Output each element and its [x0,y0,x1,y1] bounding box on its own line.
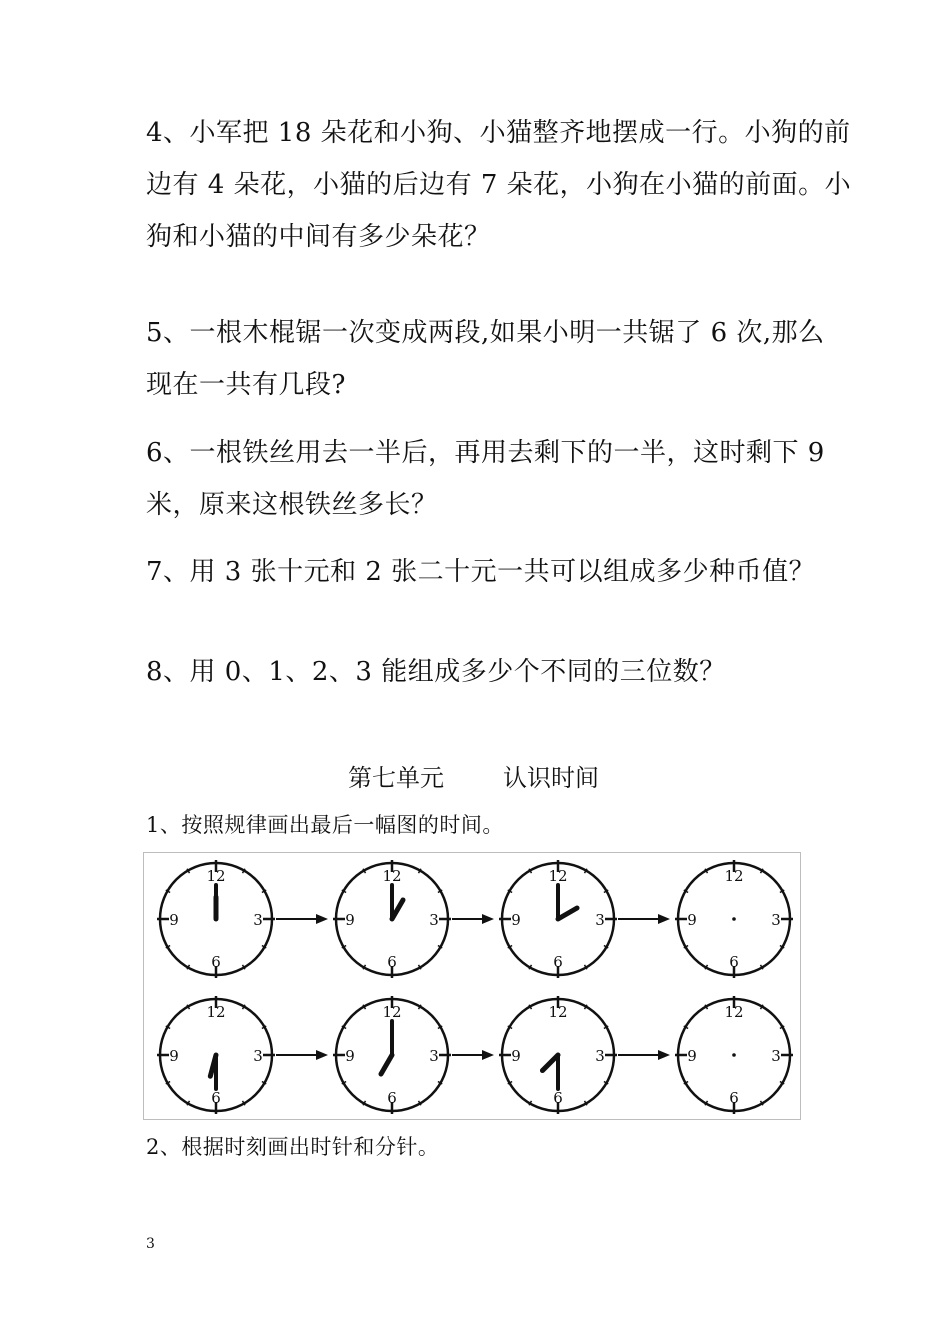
arrow-head [316,914,328,924]
clock-numeral: 3 [429,1047,439,1065]
clock-numeral: 12 [206,867,226,885]
problem-7: 7、用 3 张十元和 2 张二十元一共可以组成多少种币值？ [146,557,816,587]
arrow-head [482,1050,494,1060]
clock-numeral: 3 [253,911,263,929]
clock-numeral: 6 [553,953,563,971]
clock-numeral: 6 [211,1089,221,1107]
problem-6-line-1: 6、一根铁丝用去一半后，再用去剩下的一半，这时剩下 9 [146,438,825,468]
clock-numeral: 9 [511,911,521,929]
problem-4-line-1: 4、小军把 18 朵花和小狗、小猫整齐地摆成一行。小狗的前 [146,118,851,148]
clock-center-dot [732,1053,736,1057]
clock-numeral: 12 [724,867,744,885]
clock-numeral: 6 [387,953,397,971]
clock-center-dot [732,917,736,921]
clock-numeral: 6 [729,1089,739,1107]
clock-numeral: 12 [382,1003,402,1021]
clock-numeral: 6 [211,953,221,971]
clock-numeral: 6 [729,953,739,971]
clock-figure [143,852,801,1120]
question-2: 2、根据时刻画出时针和分针。 [146,1135,440,1159]
problem-5-line-2: 现在一共有几段? [146,370,346,400]
problem-5-line-1: 5、一根木棍锯一次变成两段,如果小明一共锯了 6 次,那么 [146,318,825,348]
clock-numeral: 12 [548,867,568,885]
clock-numeral: 3 [595,1047,605,1065]
unit-name: 认识时间 [503,764,599,792]
clock-numeral: 9 [345,911,355,929]
question-1: 1、按照规律画出最后一幅图的时间。 [146,813,504,837]
clock-numeral: 3 [595,911,605,929]
clock-numeral: 3 [253,1047,263,1065]
clock-numeral: 9 [169,911,179,929]
problem-6-line-2: 米，原来这根铁丝多长？ [146,490,438,520]
clock-numeral: 9 [687,1047,697,1065]
clock-numeral: 12 [206,1003,226,1021]
arrow-head [316,1050,328,1060]
clock-numeral: 9 [511,1047,521,1065]
problem-8: 8、用 0、1、2、3 能组成多少个不同的三位数？ [146,657,726,687]
arrow-head [658,1050,670,1060]
clock-numeral: 12 [382,867,402,885]
page-number: 3 [146,1236,155,1252]
clock-figure-svg [144,853,802,1121]
arrow-head [658,914,670,924]
clock-numeral: 9 [169,1047,179,1065]
problem-4-line-3: 狗和小猫的中间有多少朵花？ [146,222,491,252]
clock-numeral: 9 [687,911,697,929]
problem-4-line-2: 边有 4 朵花，小猫的后边有 7 朵花，小狗在小猫的前面。小 [146,170,852,200]
clock-numeral: 3 [771,911,781,929]
hour-hand [381,1055,392,1074]
clock-numeral: 3 [429,911,439,929]
arrow-head [482,914,494,924]
clock-numeral: 9 [345,1047,355,1065]
clock-numeral: 6 [387,1089,397,1107]
clock-numeral: 12 [724,1003,744,1021]
clock-numeral: 3 [771,1047,781,1065]
clock-numeral: 12 [548,1003,568,1021]
unit-number: 第七单元 [348,764,444,792]
hour-hand [542,1055,558,1071]
clock-numeral: 6 [553,1089,563,1107]
hour-hand [558,908,577,919]
